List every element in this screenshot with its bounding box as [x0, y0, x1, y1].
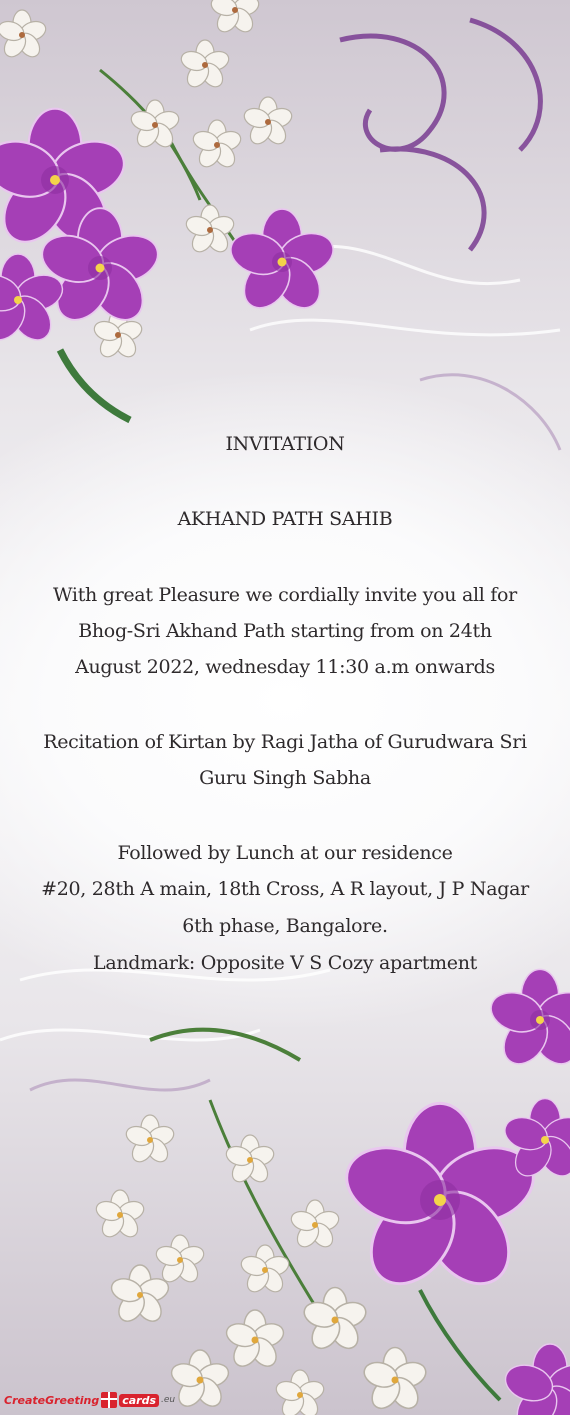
venue-line: #20, 28th A main, 18th Cross, A R layout, J P Nagar [41, 878, 529, 900]
venue-line: 6th phase, Bangalore. [182, 915, 388, 937]
site-logo[interactable] [4, 1387, 175, 1413]
kirtan-line: Recitation of Kirtan by Ragi Jatha of Gurudwara Sri [43, 731, 527, 753]
body-line: Bhog-Sri Akhand Path starting from on 24th [78, 620, 492, 642]
logo-text: .eu [161, 1395, 176, 1405]
kirtan-line: Guru Singh Sabha [199, 767, 371, 789]
logo-text: cards [119, 1394, 159, 1407]
venue-line: Followed by Lunch at our residence [117, 842, 453, 864]
landmark-line: Landmark: Opposite V S Cozy apartment [93, 952, 477, 974]
body-line: With great Pleasure we cordially invite you all for [53, 584, 517, 606]
event-name: AKHAND PATH SAHIB [177, 508, 393, 530]
body-line: August 2022, wednesday 11:30 a.m onwards [75, 656, 495, 678]
gift-icon [101, 1392, 117, 1408]
invitation-heading: INVITATION [225, 433, 345, 455]
logo-text: CreateGreeting [4, 1393, 100, 1407]
